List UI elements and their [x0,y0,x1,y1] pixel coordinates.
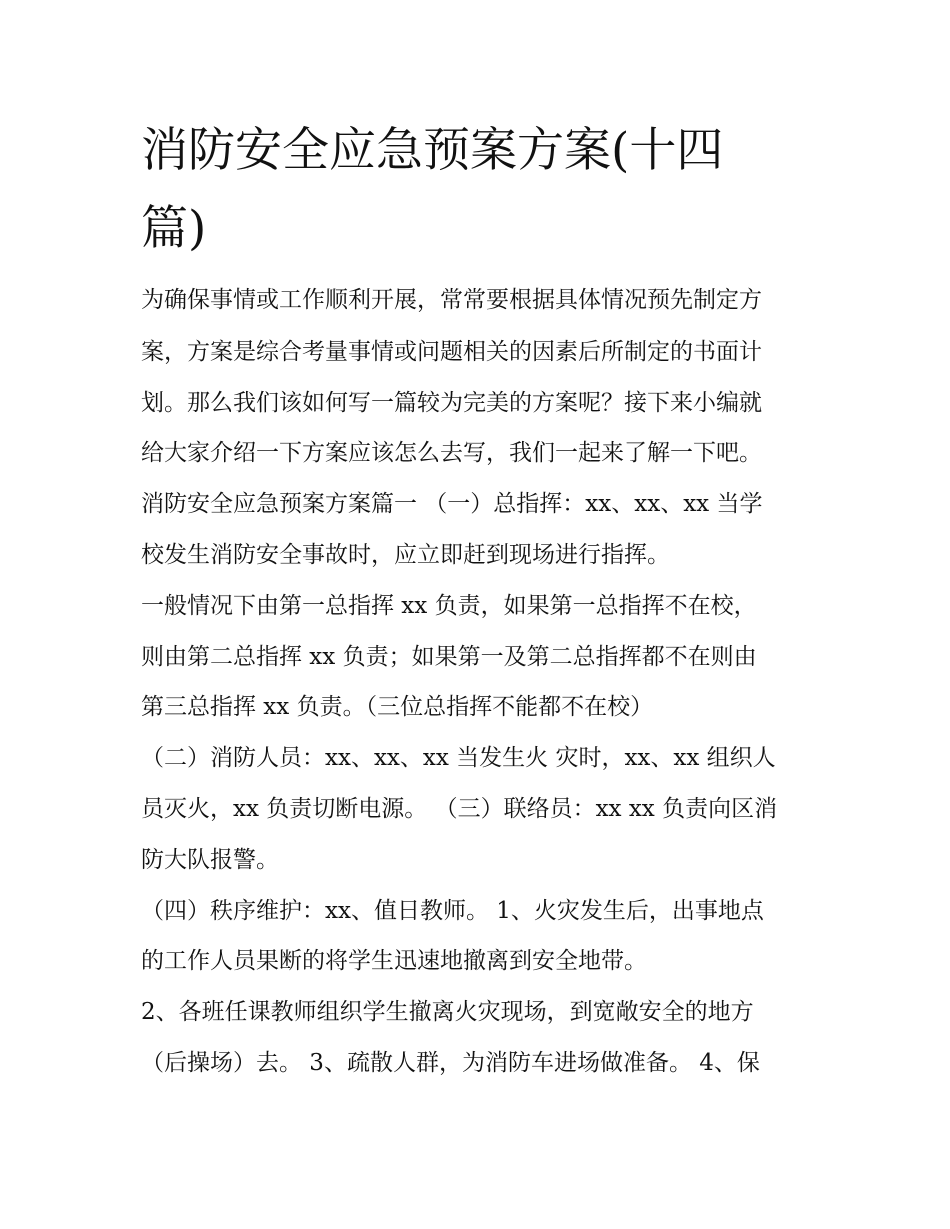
body-text-line: （二）消防人员：xx、xx、xx 当发生火 灾时，xx、xx 组织人 [141,745,776,771]
body-text-line: （四）秩序维护：xx、值日教师。 1、火灾发生后，出事地点 [141,898,764,924]
body-text-line: 2、各班任课教师组织学生撤离火灾现场，到宽敞安全的地方 [141,999,754,1025]
title-line-2: 篇) [141,201,207,256]
body-text-line: 第三总指挥 xx 负责。（三位总指挥不能都不在校） [141,694,654,720]
body-text-line: 校发生消防安全事故时，应立即赶到现场进行指挥。 [141,542,670,568]
title-line-1: 消防安全应急预案方案(十四 [141,123,724,178]
body-text-line: 给大家介绍一下方案应该怎么去写，我们一起来了解一下吧。 [141,440,762,466]
body-text-line: 一般情况下由第一总指挥 xx 负责，如果第一总指挥不在校， [141,593,757,619]
body-text-line: 防大队报警。 [141,847,279,873]
body-text-line: 为确保事情或工作顺利开展，常常要根据具体情况预先制定方 [141,287,762,313]
body-text-line: 员灭火，xx 负责切断电源。 （三）联络员：xx xx 负责向区消 [141,796,778,822]
body-text-line: 案，方案是综合考量事情或问题相关的因素后所制定的书面计 [141,339,762,365]
document-title [141,112,801,268]
body-text-line: 消防安全应急预案方案篇一 （一）总指挥：xx、xx、xx 当学 [141,491,763,517]
body-text-line: 划。那么我们该如何写一篇较为完美的方案呢？接下来小编就 [141,390,762,416]
body-text-line: 的工作人员果断的将学生迅速地撤离到安全地带。 [141,948,647,974]
body-text-line: （后操场）去。 3、疏散人群，为消防车进场做准备。 4、保 [141,1050,760,1076]
body-text-line: 则由第二总指挥 xx 负责；如果第一及第二总指挥都不在则由 [141,644,757,670]
